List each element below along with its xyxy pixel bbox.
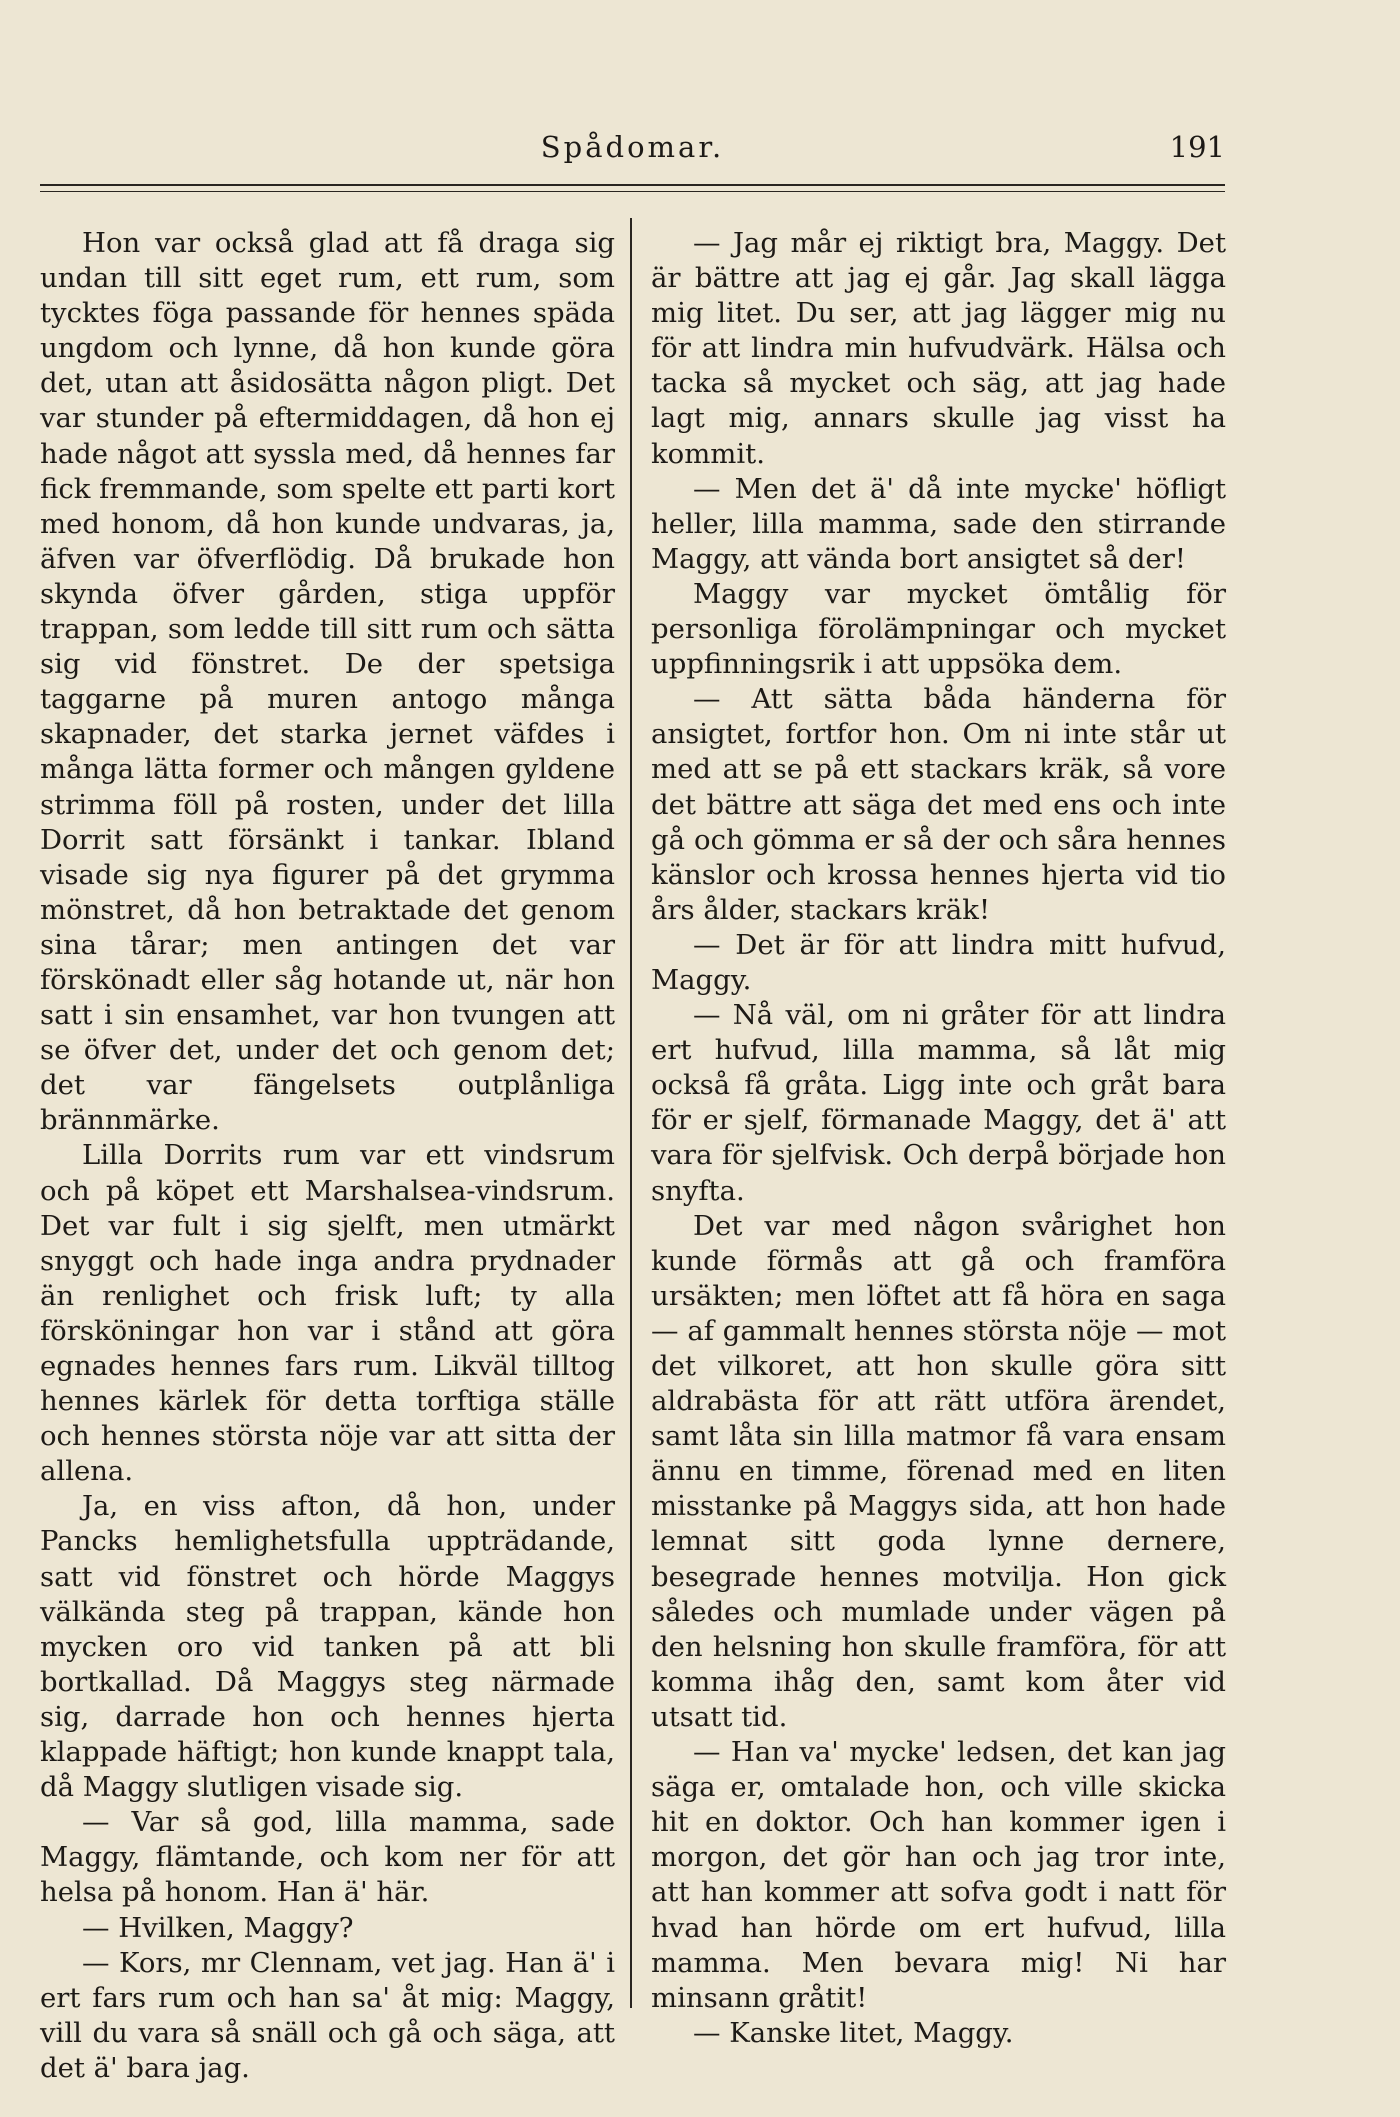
paragraph: — Hvilken, Maggy? <box>82 1911 354 1944</box>
right-column <box>651 226 1226 2051</box>
paragraph: — Kors, mr Clennam, vet jag. Han ä' i ert fars rum och han sa' åt mig: Maggy, vill du vara så snäll och gå och säga, att det ä' bara jag. <box>40 1946 615 2084</box>
paragraph: — Jag mår ej riktigt bra, Maggy. Det är bättre att jag ej går. Jag skall lägga mig litet. Du ser, att jag lägger mig nu för att lindra min hufvudvärk. Hälsa och tacka så mycket och säg, att jag hade lagt mig, annars skulle jag visst ha kommit. <box>651 227 1226 470</box>
paragraph: — Var så god, lilla mamma, sade Maggy, flämtande, och kom ner för att helsa på honom. Han ä' här. <box>40 1806 615 1909</box>
header-rule <box>40 184 1225 186</box>
column-divider <box>630 218 632 2008</box>
paragraph: Hon var också glad att få draga sig undan till sitt eget rum, ett rum, som tycktes föga passande för hennes späda ungdom och lynne, då hon kunde göra det, utan att åsidosätta någon pligt. Det var stunder på eftermiddagen, då hon ej hade något att syssla med, då hennes far fick fremmande, som spelte ett parti kort med honom, då hon kunde undvaras, ja, äfven var öfverflödig. Då brukade hon skynda öfver gården, stiga uppför trappan, som ledde till sitt rum och sätta sig vid fönstret. De der spetsiga taggarne på muren antogo många skapnader, det starka jernet väfdes i många lätta former och mången gyldene strimma föll på rosten, under det lilla Dorrit satt försänkt i tankar. Ibland visade sig nya figurer på det grymma mönstret, då hon betraktade det genom sina tårar; men antingen det var förskönadt eller såg hotande ut, när hon satt i sin ensamhet, var hon tvungen att se öfver det, under det och genom det; det var fängelsets outplånliga brännmärke. <box>40 227 615 1137</box>
paragraph: Maggy var mycket ömtålig för personliga förolämpningar och mycket uppfinningsrik i att uppsöka dem. <box>651 577 1226 681</box>
paragraph: Lilla Dorrits rum var ett vindsrum och på köpet ett Marshalsea-vindsrum. Det var fult i sig sjelft, men utmärkt snyggt och hade inga andra prydnader än renlighet och frisk luft; ty alla försköningar hon var i stånd att göra egnades hennes fars rum. Likväl tilltog hennes kärlek för detta torftiga ställe och hennes största nöje var att sitta der allena. <box>40 1139 615 1488</box>
paragraph: Ja, en viss afton, då hon, under Pancks hemlighetsfulla uppträdande, satt vid fönstret och hörde Maggys välkända steg på trappan, kände hon mycken oro vid tanken på att bli bortkallad. Då Maggys steg närmade sig, darrade hon och hennes hjerta klappade häftigt; hon kunde knappt tala, då Maggy slutligen visade sig. <box>40 1490 615 1804</box>
running-title: Spådomar. <box>540 130 725 164</box>
paragraph: — Kanske litet, Maggy. <box>693 2016 1014 2049</box>
paragraph: — Nå väl, om ni gråter för att lindra ert hufvud, lilla mamma, så låt mig också få gråta. Ligg inte och gråt bara för er sjelf, förmanade Maggy, det ä' att vara för sjelfvisk. Och derpå började hon snyfta. <box>651 999 1226 1207</box>
paragraph: Det var med någon svårighet hon kunde förmås att gå och framföra ursäkten; men löftet att få höra en saga — af gammalt hennes största nöje — mot det vilkoret, att hon skulle göra sitt aldrabästa för att rätt utföra ärendet, samt låta sin lilla matmor få vara ensam ännu en timme, förenad med en liten misstanke på Maggys sida, att hon hade lemnat sitt goda lynne dernere, besegrade hennes motvilja. Hon gick således och mumlade under vägen på den helsning hon skulle framföra, för att komma ihåg den, samt kom åter vid utsatt tid. <box>651 1209 1226 1733</box>
page-number: 191 <box>1169 130 1225 164</box>
paragraph: — Det är för att lindra mitt hufvud, Maggy. <box>651 928 1226 996</box>
paragraph: — Men det ä' då inte mycke' höfligt heller, lilla mamma, sade den stirrande Maggy, att vända bort ansigtet så der! <box>651 472 1226 575</box>
header-rule-thin <box>40 191 1225 192</box>
left-column <box>40 226 615 2086</box>
page-header <box>40 130 1225 170</box>
paragraph: — Att sätta båda händerna för ansigtet, fortfor hon. Om ni inte står ut med att se på ett stackars kräk, så vore det bättre att säga det med ens och inte gå och gömma er så der och såra hennes känslor och krossa hennes hjerta vid tio års ålder, stackars kräk! <box>651 683 1226 926</box>
paragraph: — Han va' mycke' ledsen, det kan jag säga er, omtalade hon, och ville skicka hit en doktor. Och han kommer igen i morgon, det gör han och jag tror inte, att han kommer att sofva godt i natt för hvad han hörde om ert hufvud, lilla mamma. Men bevara mig! Ni har minsann gråtit! <box>651 1736 1226 2014</box>
